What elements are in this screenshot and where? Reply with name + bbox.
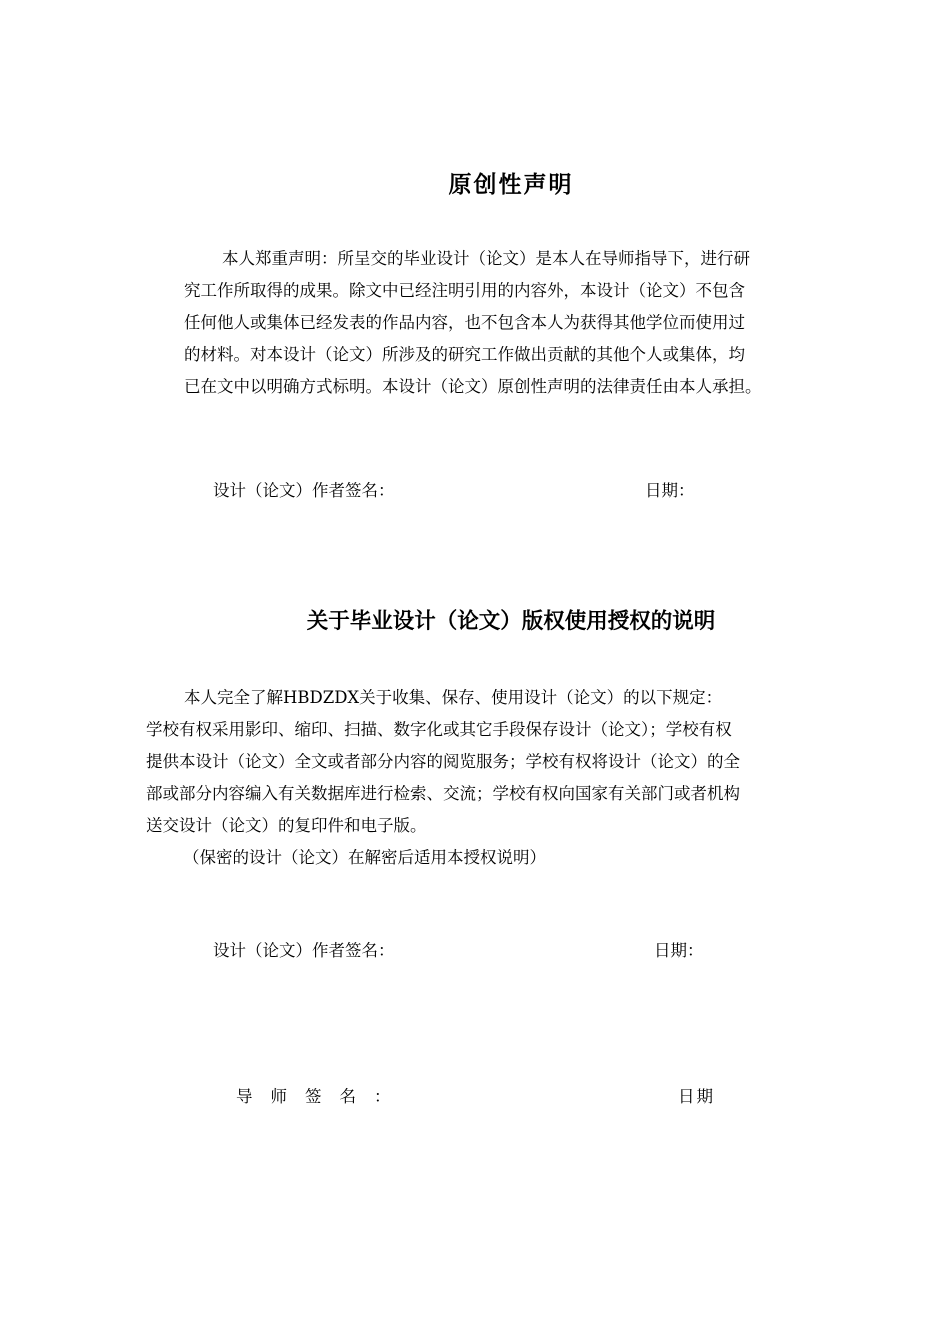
declaration-line: 究工作所取得的成果。除文中已经注明引用的内容外，本设计（论文）不包含 [184,281,745,300]
authorization-line: 提供本设计（论文）全文或者部分内容的阅览服务；学校有权将设计（论文）的全 [146,752,740,771]
declaration-line: 已在文中以明确方式标明。本设计（论文）原创性声明的法律责任由本人承担。 [184,377,762,396]
authorization-date-label: 日期： [654,941,704,960]
declaration-author-signature-label: 设计（论文）作者签名： [213,481,395,500]
advisor-signature-label: 导师签名： [236,1087,409,1106]
declaration-line: 任何他人或集体已经发表的作品内容，也不包含本人为获得其他学位而使用过 [184,313,745,332]
authorization-paragraph [146,682,740,874]
declaration-date-label: 日期： [645,481,695,500]
declaration-line: 的材料。对本设计（论文）所涉及的研究工作做出贡献的其他个人或集体，均 [184,345,745,364]
declaration-paragraph [184,243,762,403]
advisor-date-label: 日期 [678,1087,715,1106]
declaration-line: 本人郑重声明：所呈交的毕业设计（论文）是本人在导师指导下，进行研 [222,249,750,268]
authorization-line: 部或部分内容编入有关数据库进行检索、交流；学校有权向国家有关部门或者机构 [146,784,740,803]
authorization-line: 送交设计（论文）的复印件和电子版。 [146,816,427,835]
authorization-author-signature-label: 设计（论文）作者签名： [213,941,395,960]
authorization-line: 学校有权采用影印、缩印、扫描、数字化或其它手段保存设计（论文）；学校有权 [146,720,732,739]
declaration-title: 原创性声明 [448,172,574,198]
authorization-line: （保密的设计（论文）在解密后适用本授权说明） [183,848,546,867]
authorization-line: 本人完全了解HBDZDX关于收集、保存、使用设计（论文）的以下规定： [184,688,723,707]
authorization-title: 关于毕业设计（论文）版权使用授权的说明 [306,609,716,634]
